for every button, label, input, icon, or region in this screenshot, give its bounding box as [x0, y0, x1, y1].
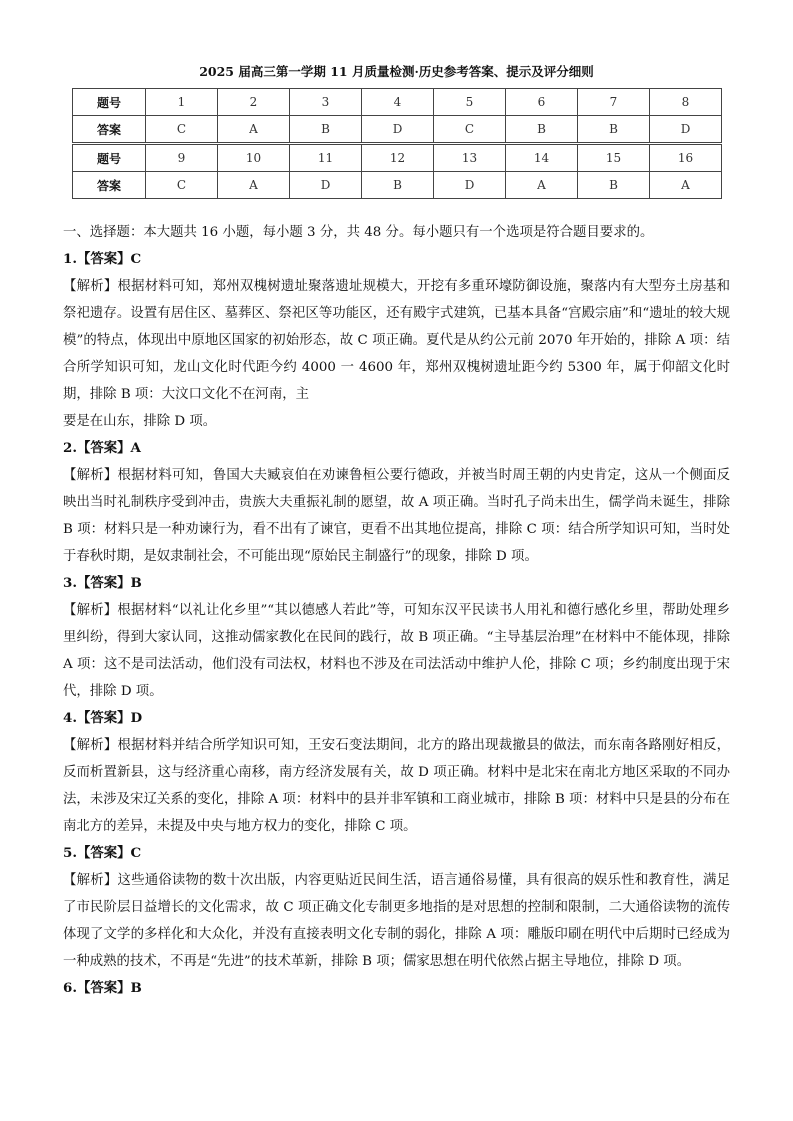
page-title: 2025 届高三第一学期 11 月质量检测·历史参考答案、提示及评分细则: [199, 64, 594, 79]
answer-cell: B: [362, 172, 434, 199]
answer-cell: C: [146, 116, 218, 144]
answer-cell: B: [290, 116, 362, 144]
question-number-cell: 3: [290, 89, 362, 116]
answer-label: 2.【答案】A: [63, 440, 141, 456]
question-number-cell: 1: [146, 89, 218, 116]
answer-label: 5.【答案】C: [63, 845, 142, 861]
answer-cell: A: [218, 116, 290, 144]
row-header-answer: 答案: [73, 116, 146, 144]
answer-cell: B: [578, 172, 650, 199]
question-number-cell: 11: [290, 144, 362, 172]
answer-cell: A: [218, 172, 290, 199]
answer-cell: A: [506, 172, 578, 199]
question-number-cell: 15: [578, 144, 650, 172]
analysis-paragraph: 【解析】根据材料可知，鲁国大夫臧哀伯在劝谏鲁桓公要行德政，并被当时周王朝的内史肯定，这从一个侧面反映出当时礼制秩序受到冲击，贵族大夫重振礼制的愿望，故 A 项正确。当时孔子尚未出生，儒学尚未诞生，排除 B 项：材料只是一种劝谏行为，看不出有了谏官，更看不出其地位提高，排除 C 项：结合所学知识可知，当时处于春秋时期，是奴隶制社会，不可能出现“原始民主制盛行”的现象，排除 D 项。: [63, 468, 730, 564]
question-number-cell: 14: [506, 144, 578, 172]
row-header-question-number: 题号: [73, 89, 146, 116]
table-row: [73, 116, 722, 144]
row-header-question-number: 题号: [73, 144, 146, 172]
table-row: [73, 144, 722, 172]
analysis-paragraph: 要是在山东，排除 D 项。: [63, 414, 217, 429]
answer-cell: D: [290, 172, 362, 199]
question-number-cell: 9: [146, 144, 218, 172]
table-row: [73, 89, 722, 116]
question-number-cell: 8: [650, 89, 722, 116]
question-6: [63, 975, 730, 1002]
answer-explanations: [63, 219, 730, 1002]
row-header-answer: 答案: [73, 172, 146, 199]
answer-cell: D: [650, 116, 722, 144]
analysis-paragraph: 【解析】根据材料可知，郑州双槐树遗址聚落遗址规模大，开挖有多重环壕防御设施，聚落内有大型夯土房基和祭祀遗存。设置有居住区、墓葬区、祭祀区等功能区，还有殿宇式建筑，已基本具备“宫殿宗庙”和“遗址的较大规模”的特点，体现出中原地区国家的初始形态，故 C 项正确。夏代是从约公元前 2070 年开始的，排除 A 项：结合所学知识可知，龙山文化时代距今约 4000 一 4600 年，郑州双槐树遗址距今约 5300 年，属于仰韶文化时期，排除 B 项：大汶口文化不在河南，主: [63, 279, 730, 402]
question-number-cell: 12: [362, 144, 434, 172]
analysis-paragraph: 【解析】根据材料“以礼让化乡里”“其以德感人若此”等，可知东汉平民读书人用礼和德行感化乡里，帮助处理乡里纠纷，得到大家认同，这推动儒家教化在民间的践行，故 B 项正确。“主导基层治理”在材料中不能体现，排除 A 项：这不是司法活动，他们没有司法权，材料也不涉及在司法活动中维护人伦，排除 C 项；乡约制度出现于宋代，排除 D 项。: [63, 603, 730, 699]
question-1: [63, 246, 730, 435]
question-number-cell: 2: [218, 89, 290, 116]
question-4: [63, 705, 730, 840]
answer-cell: A: [650, 172, 722, 199]
question-number-cell: 10: [218, 144, 290, 172]
question-number-cell: 13: [434, 144, 506, 172]
answer-label: 4.【答案】D: [63, 710, 143, 726]
question-number-cell: 5: [434, 89, 506, 116]
question-number-cell: 16: [650, 144, 722, 172]
table-row: [73, 172, 722, 199]
answer-label: 6.【答案】B: [63, 980, 142, 996]
answer-label: 3.【答案】B: [63, 575, 142, 591]
answer-key-table: [72, 88, 722, 199]
question-number-cell: 6: [506, 89, 578, 116]
answer-cell: C: [434, 116, 506, 144]
question-5: [63, 840, 730, 975]
analysis-paragraph: 【解析】根据材料并结合所学知识可知，王安石变法期间，北方的路出现裁撤县的做法，而东南各路刚好相反，反而析置新县，这与经济重心南移，南方经济发展有关，故 D 项正确。材料中是北宋在南北方地区采取的不同办法，未涉及宋辽关系的变化，排除 A 项：材料中的县并非军镇和工商业城市，排除 B 项：材料中只是县的分布在南北方的差异，未提及中央与地方权力的变化，排除 C 项。: [63, 738, 730, 834]
question-number-cell: 4: [362, 89, 434, 116]
answer-cell: B: [506, 116, 578, 144]
answer-label: 1.【答案】C: [63, 251, 142, 267]
analysis-paragraph: 【解析】这些通俗读物的数十次出版，内容更贴近民间生活，语言通俗易懂，具有很高的娱乐性和教育性，满足了市民阶层日益增长的文化需求，故 C 项正确文化专制更多地指的是对思想的控制和限制，二大通俗读物的流传体现了文学的多样化和大众化，并没有直接表明文化专制的弱化，排除 A 项：雕版印刷在明代中后期时已经成为一种成熟的技术，不再是“先进”的技术革新，排除 B 项；儒家思想在明代依然占据主导地位，排除 D 项。: [63, 873, 730, 969]
answer-cell: B: [578, 116, 650, 144]
question-2: [63, 435, 730, 570]
question-number-cell: 7: [578, 89, 650, 116]
answer-cell: D: [434, 172, 506, 199]
question-3: [63, 570, 730, 705]
section-heading: 一、选择题：本大题共 16 小题，每小题 3 分，共 48 分。每小题只有一个选项是符合题目要求的。: [63, 225, 654, 240]
answer-cell: D: [362, 116, 434, 144]
answer-cell: C: [146, 172, 218, 199]
